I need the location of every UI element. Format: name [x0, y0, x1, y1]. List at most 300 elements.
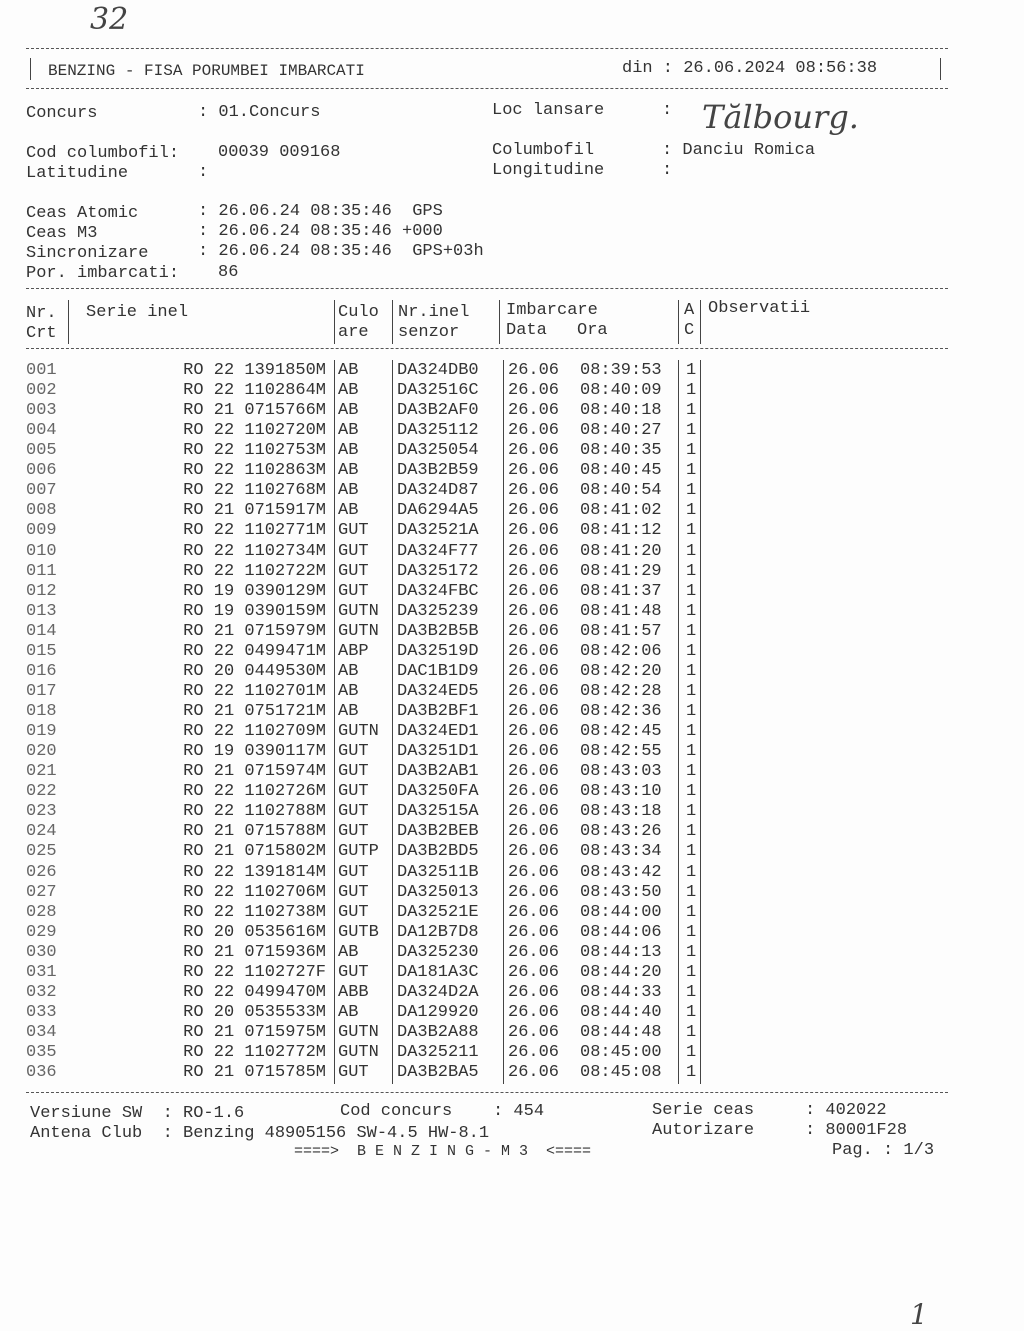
hdr-sep-serie [334, 300, 335, 344]
row-nr: 012 [26, 581, 57, 601]
boarding-date: 26.06 [508, 641, 560, 661]
color: GUTN [338, 621, 379, 641]
page-title: BENZING - FISA PORUMBEI IMBARCATI [48, 62, 365, 80]
por-imbarcati-label: Por. imbarcati: [26, 264, 180, 283]
boarding-time: 08:44:40 [580, 1002, 662, 1022]
boarding-time: 08:43:18 [580, 802, 662, 822]
row-nr: 034 [26, 1022, 57, 1042]
ring-series: RO 22 1102788M [183, 802, 326, 822]
color: GUTN [338, 1043, 379, 1063]
ring-series: RO 22 1102863M [183, 461, 326, 481]
ac-flag: 1 [686, 661, 697, 681]
boarding-date: 26.06 [508, 561, 560, 581]
ac-flag: 1 [686, 1063, 697, 1083]
ring-series: RO 22 1102753M [183, 441, 326, 461]
ring-series: RO 19 0390159M [183, 601, 326, 621]
ceas-atomic-value: : 26.06.24 08:35:46 GPS [198, 202, 443, 221]
row-nr: 010 [26, 541, 57, 561]
ac-flag: 1 [686, 942, 697, 962]
ring-series: RO 22 1102701M [183, 681, 326, 701]
latitudine-value: : [198, 163, 209, 182]
ring-series: RO 22 0499471M [183, 641, 326, 661]
ring-series: RO 22 1102768M [183, 481, 326, 501]
body-sep-culoare [392, 360, 393, 1084]
boarding-date: 26.06 [508, 802, 560, 822]
sensor-ring: DA32515A [397, 802, 479, 822]
ac-flag: 1 [686, 802, 697, 822]
boarding-date: 26.06 [508, 521, 560, 541]
row-nr: 018 [26, 702, 57, 722]
boarding-time: 08:43:34 [580, 842, 662, 862]
color: GUTN [338, 722, 379, 742]
ring-series: RO 21 0715766M [183, 401, 326, 421]
color: GUT [338, 1063, 369, 1083]
sensor-ring: DA324D2A [397, 982, 479, 1002]
cod-columbofil-value: 00039 009168 [218, 143, 341, 162]
boarding-date: 26.06 [508, 661, 560, 681]
ac-flag: 1 [686, 822, 697, 842]
sensor-ring: DA3250FA [397, 782, 479, 802]
row-nr: 026 [26, 862, 57, 882]
handwritten-page-number: 32 [90, 2, 129, 37]
color: GUTB [338, 922, 379, 942]
ac-flag: 1 [686, 461, 697, 481]
ceas-m3-label: Ceas M3 [26, 224, 98, 243]
ring-series: RO 22 1102738M [183, 902, 326, 922]
boarding-date: 26.06 [508, 621, 560, 641]
ac-flag: 1 [686, 742, 697, 762]
sensor-ring: DA325172 [397, 561, 479, 581]
boarding-date: 26.06 [508, 381, 560, 401]
row-nr: 015 [26, 641, 57, 661]
color: AB [338, 361, 359, 380]
ac-flag: 1 [686, 962, 697, 982]
boarding-time: 08:40:09 [580, 381, 662, 401]
row-nr: 023 [26, 802, 57, 822]
col-senzor-header-2: senzor [398, 323, 460, 342]
row-nr: 036 [26, 1063, 57, 1083]
sensor-ring: DA129920 [397, 1002, 479, 1022]
boarding-time: 08:45:00 [580, 1043, 662, 1063]
row-nr: 008 [26, 501, 57, 521]
sincronizare-value: : 26.06.24 08:35:46 GPS+03h [198, 242, 484, 261]
color: GUT [338, 762, 369, 782]
ring-series: RO 22 0499470M [183, 982, 326, 1002]
ring-series: RO 22 1102726M [183, 782, 326, 802]
ring-series: RO 21 0715802M [183, 842, 326, 862]
cod-columbofil-label: Cod columbofil: [26, 144, 180, 163]
boarding-date: 26.06 [508, 842, 560, 862]
ac-flag: 1 [686, 381, 697, 401]
ac-flag: 1 [686, 702, 697, 722]
header-left-bar [30, 58, 31, 80]
boarding-date: 26.06 [508, 942, 560, 962]
loc-lansare-colon: : [662, 101, 673, 120]
ring-series: RO 20 0449530M [183, 661, 326, 681]
ring-series: RO 19 0390129M [183, 581, 326, 601]
footer-top-rule [26, 1092, 948, 1093]
row-nr: 014 [26, 621, 57, 641]
boarding-date: 26.06 [508, 982, 560, 1002]
ac-flag: 1 [686, 621, 697, 641]
sensor-ring: DA325054 [397, 441, 479, 461]
row-nr: 002 [26, 381, 57, 401]
ac-flag: 1 [686, 541, 697, 561]
ac-flag: 1 [686, 842, 697, 862]
header-right-bar [940, 58, 941, 80]
body-sep-ac [700, 360, 701, 1084]
boarding-date: 26.06 [508, 401, 560, 421]
row-nr: 009 [26, 521, 57, 541]
boarding-date: 26.06 [508, 421, 560, 441]
boarding-date: 26.06 [508, 862, 560, 882]
col-senzor-header-1: Nr.inel [398, 303, 470, 322]
ring-series: RO 22 1102727F [183, 962, 326, 982]
color: AB [338, 461, 359, 481]
ring-series: RO 22 1102864M [183, 381, 326, 401]
sincronizare-label: Sincronizare [26, 244, 149, 263]
row-nr: 029 [26, 922, 57, 942]
hdr-sep-senzor [499, 300, 500, 344]
ring-series: RO 20 0535616M [183, 922, 326, 942]
sensor-ring: DA32516C [397, 381, 479, 401]
ac-flag: 1 [686, 982, 697, 1002]
boarding-time: 08:40:18 [580, 401, 662, 421]
row-nr: 005 [26, 441, 57, 461]
ac-flag: 1 [686, 521, 697, 541]
row-nr: 019 [26, 722, 57, 742]
columbofil-label: Columbofil [492, 141, 595, 160]
body-sep-senzor [503, 360, 504, 1084]
ac-flag: 1 [686, 902, 697, 922]
boarding-time: 08:44:06 [580, 922, 662, 942]
ceas-atomic-label: Ceas Atomic [26, 204, 139, 223]
ring-series: RO 22 1102722M [183, 561, 326, 581]
sensor-ring: DA325211 [397, 1043, 479, 1063]
row-nr: 025 [26, 842, 57, 862]
header-bottom-rule [26, 88, 948, 89]
color: ABB [338, 982, 369, 1002]
body-sep-imbarcare [678, 360, 679, 1084]
sensor-ring: DA3B2AF0 [397, 401, 479, 421]
row-nr: 020 [26, 742, 57, 762]
color: AB [338, 381, 359, 401]
ac-flag: 1 [686, 501, 697, 521]
footer-benzing-banner: ====> B E N Z I N G - M 3 <==== [294, 1143, 592, 1160]
sensor-ring: DA325013 [397, 882, 479, 902]
color: GUT [338, 581, 369, 601]
row-nr: 011 [26, 561, 57, 581]
hdr-sep-ac [700, 300, 701, 344]
row-nr: 033 [26, 1002, 57, 1022]
ring-series: RO 21 0715974M [183, 762, 326, 782]
sensor-ring: DA181A3C [397, 962, 479, 982]
boarding-time: 08:40:27 [580, 421, 662, 441]
sensor-ring: DA32521A [397, 521, 479, 541]
ring-series: RO 22 1102706M [183, 882, 326, 902]
color: GUT [338, 962, 369, 982]
ring-series: RO 22 1102771M [183, 521, 326, 541]
boarding-date: 26.06 [508, 601, 560, 621]
table-top-rule [26, 288, 948, 289]
color: GUTP [338, 842, 379, 862]
sensor-ring: DA324F77 [397, 541, 479, 561]
row-nr: 022 [26, 782, 57, 802]
color: AB [338, 401, 359, 421]
boarding-date: 26.06 [508, 461, 560, 481]
color: AB [338, 702, 359, 722]
ring-series: RO 20 0535533M [183, 1002, 326, 1022]
boarding-time: 08:43:10 [580, 782, 662, 802]
ring-series: RO 22 1391814M [183, 862, 326, 882]
boarding-time: 08:42:20 [580, 661, 662, 681]
sensor-ring: DAC1B1D9 [397, 661, 479, 681]
boarding-time: 08:43:50 [580, 882, 662, 902]
color: GUTN [338, 601, 379, 621]
sensor-ring: DA3251D1 [397, 742, 479, 762]
hdr-sep-culoare [392, 300, 393, 344]
ceas-m3-value: : 26.06.24 08:35:46 +000 [198, 222, 443, 241]
boarding-time: 08:40:45 [580, 461, 662, 481]
row-nr: 007 [26, 481, 57, 501]
boarding-time: 08:41:12 [580, 521, 662, 541]
boarding-date: 26.06 [508, 762, 560, 782]
sensor-ring: DA325239 [397, 601, 479, 621]
boarding-time: 08:41:37 [580, 581, 662, 601]
ring-series: RO 21 0715975M [183, 1022, 326, 1042]
col-nr-header-2: Crt [26, 324, 57, 343]
boarding-date: 26.06 [508, 742, 560, 762]
boarding-time: 08:41:48 [580, 601, 662, 621]
col-ac-header-1: A [684, 301, 695, 320]
boarding-date: 26.06 [508, 702, 560, 722]
row-nr: 021 [26, 762, 57, 782]
boarding-date: 26.06 [508, 722, 560, 742]
ring-series: RO 22 1102709M [183, 722, 326, 742]
color: AB [338, 481, 359, 501]
color: ABP [338, 641, 369, 661]
ac-flag: 1 [686, 681, 697, 701]
latitudine-label: Latitudine [26, 164, 129, 183]
ac-flag: 1 [686, 782, 697, 802]
boarding-date: 26.06 [508, 822, 560, 842]
color: GUT [338, 541, 369, 561]
boarding-time: 08:41:20 [580, 541, 662, 561]
footer-autorizare: Autorizare : 80001F28 [652, 1121, 908, 1140]
boarding-date: 26.06 [508, 481, 560, 501]
ring-series: RO 21 0715979M [183, 621, 326, 641]
boarding-time: 08:42:45 [580, 722, 662, 742]
col-serie-header: Serie inel [86, 303, 189, 322]
col-ora-header: Ora [577, 321, 608, 340]
boarding-date: 26.06 [508, 1043, 560, 1063]
row-nr: 027 [26, 882, 57, 902]
boarding-time: 08:40:54 [580, 481, 662, 501]
ring-series: RO 19 0390117M [183, 742, 326, 762]
boarding-date: 26.06 [508, 681, 560, 701]
boarding-date: 26.06 [508, 902, 560, 922]
row-nr: 004 [26, 421, 57, 441]
boarding-time: 08:42:28 [580, 681, 662, 701]
ac-flag: 1 [686, 441, 697, 461]
boarding-time: 08:42:36 [580, 702, 662, 722]
boarding-date: 26.06 [508, 1063, 560, 1083]
footer-antena: Antena Club : Benzing 48905156 SW-4.5 HW-8.1 [30, 1124, 490, 1143]
color: GUT [338, 902, 369, 922]
sensor-ring: DA324D87 [397, 481, 479, 501]
sensor-ring: DA3B2BD5 [397, 842, 479, 862]
row-nr: 030 [26, 942, 57, 962]
color: AB [338, 681, 359, 701]
print-datetime: din : 26.06.2024 08:56:38 [622, 59, 878, 78]
concurs-value: : 01.Concurs [198, 103, 321, 122]
sensor-ring: DA12B7D8 [397, 922, 479, 942]
row-nr: 032 [26, 982, 57, 1002]
ring-series: RO 21 0715936M [183, 942, 326, 962]
sensor-ring: DA3B2B5B [397, 621, 479, 641]
sensor-ring: DA324DB0 [397, 361, 479, 380]
boarding-time: 08:45:08 [580, 1063, 662, 1083]
boarding-date: 26.06 [508, 581, 560, 601]
color: AB [338, 441, 359, 461]
ac-flag: 1 [686, 481, 697, 501]
sensor-ring: DA3B2AB1 [397, 762, 479, 782]
col-culoare-header-2: are [338, 323, 369, 342]
ac-flag: 1 [686, 561, 697, 581]
color: AB [338, 661, 359, 681]
col-ac-header-2: C [684, 321, 695, 340]
boarding-time: 08:41:29 [580, 561, 662, 581]
columbofil-value: : Danciu Romica [662, 141, 816, 160]
ring-series: RO 22 1102734M [183, 541, 326, 561]
color: AB [338, 421, 359, 441]
row-nr: 028 [26, 902, 57, 922]
ring-series: RO 21 0715788M [183, 822, 326, 842]
ac-flag: 1 [686, 401, 697, 421]
col-data-header: Data [506, 321, 547, 340]
color: GUT [338, 561, 369, 581]
footer-cod-concurs: Cod concurs : 454 [340, 1102, 545, 1121]
boarding-date: 26.06 [508, 441, 560, 461]
color: AB [338, 942, 359, 962]
handwritten-loc-lansare: Tălbourg. [702, 98, 859, 136]
sensor-ring: DA3B2B59 [397, 461, 479, 481]
row-nr: 001 [26, 361, 57, 380]
boarding-date: 26.06 [508, 962, 560, 982]
boarding-date: 26.06 [508, 1022, 560, 1042]
ac-flag: 1 [686, 722, 697, 742]
sensor-ring: DA32519D [397, 641, 479, 661]
boarding-time: 08:44:20 [580, 962, 662, 982]
ac-flag: 1 [686, 882, 697, 902]
row-nr: 017 [26, 681, 57, 701]
color: GUT [338, 802, 369, 822]
longitudine-label: Longitudine [492, 161, 605, 180]
row-nr: 031 [26, 962, 57, 982]
ring-series: RO 21 0715785M [183, 1063, 326, 1083]
boarding-time: 08:41:02 [580, 501, 662, 521]
row-nr: 016 [26, 661, 57, 681]
sensor-ring: DA32521E [397, 902, 479, 922]
col-nr-header-1: Nr. [26, 304, 57, 323]
sensor-ring: DA3B2BF1 [397, 702, 479, 722]
ring-series: RO 22 1102720M [183, 421, 326, 441]
row-nr: 006 [26, 461, 57, 481]
col-culoare-header-1: Culo [338, 303, 379, 322]
boarding-time: 08:42:06 [580, 641, 662, 661]
boarding-time: 08:39:53 [580, 361, 662, 380]
row-nr: 003 [26, 401, 57, 421]
boarding-date: 26.06 [508, 922, 560, 942]
top-rule [26, 48, 948, 49]
sensor-ring: DA324ED5 [397, 681, 479, 701]
sensor-ring: DA324ED1 [397, 722, 479, 742]
ring-series: RO 21 0751721M [183, 702, 326, 722]
boarding-time: 08:43:26 [580, 822, 662, 842]
ring-series: RO 21 0715917M [183, 501, 326, 521]
col-imbarcare-header: Imbarcare [506, 301, 598, 320]
por-imbarcati-value: 86 [218, 263, 239, 282]
sensor-ring: DA3B2A88 [397, 1022, 479, 1042]
sensor-ring: DA325230 [397, 942, 479, 962]
body-sep-serie [334, 360, 335, 1084]
ac-flag: 1 [686, 1002, 697, 1022]
boarding-time: 08:44:13 [580, 942, 662, 962]
boarding-time: 08:43:03 [580, 762, 662, 782]
sensor-ring: DA6294A5 [397, 501, 479, 521]
color: GUT [338, 782, 369, 802]
ring-series: RO 22 1102772M [183, 1043, 326, 1063]
boarding-date: 26.06 [508, 501, 560, 521]
ac-flag: 1 [686, 641, 697, 661]
hdr-sep-nr [68, 300, 69, 344]
footer-serie-ceas: Serie ceas : 402022 [652, 1101, 887, 1120]
color: AB [338, 1002, 359, 1022]
boarding-date: 26.06 [508, 782, 560, 802]
boarding-date: 26.06 [508, 1002, 560, 1022]
col-observatii-header: Observatii [708, 299, 811, 318]
table-header-rule [26, 348, 948, 349]
row-nr: 024 [26, 822, 57, 842]
ring-series: RO 22 1391850M [183, 361, 326, 380]
color: GUT [338, 521, 369, 541]
boarding-time: 08:43:42 [580, 862, 662, 882]
ac-flag: 1 [686, 862, 697, 882]
boarding-time: 08:41:57 [580, 621, 662, 641]
color: GUT [338, 742, 369, 762]
ac-flag: 1 [686, 922, 697, 942]
ac-flag: 1 [686, 762, 697, 782]
boarding-date: 26.06 [508, 882, 560, 902]
concurs-label: Concurs [26, 104, 98, 123]
longitudine-value: : [662, 161, 673, 180]
ac-flag: 1 [686, 601, 697, 621]
sensor-ring: DA3B2BA5 [397, 1063, 479, 1083]
sensor-ring: DA325112 [397, 421, 479, 441]
boarding-time: 08:44:33 [580, 982, 662, 1002]
handwritten-corner-mark: 1 [910, 1298, 928, 1331]
color: GUT [338, 822, 369, 842]
boarding-date: 26.06 [508, 361, 560, 380]
footer-versiune: Versiune SW : RO-1.6 [30, 1104, 245, 1123]
ac-flag: 1 [686, 361, 697, 380]
boarding-date: 26.06 [508, 541, 560, 561]
hdr-sep-imbarcare [678, 300, 679, 344]
row-nr: 013 [26, 601, 57, 621]
ac-flag: 1 [686, 421, 697, 441]
sensor-ring: DA32511B [397, 862, 479, 882]
color: GUT [338, 882, 369, 902]
